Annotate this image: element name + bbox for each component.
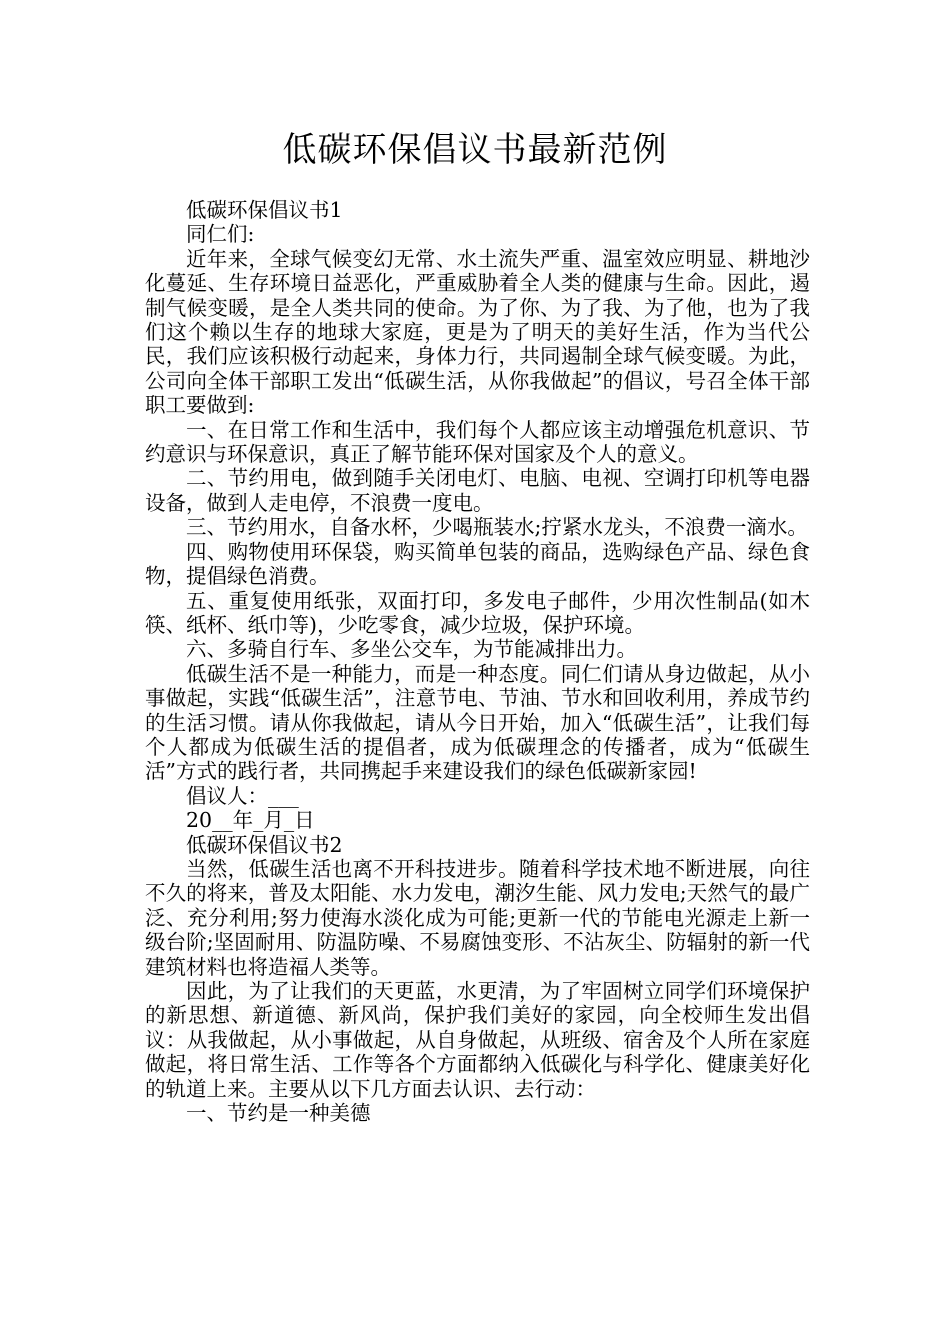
paragraph-item-2: 二、节约用电，做到随手关闭电灯、电脑、电视、空调打印机等电器设备，做到人走电停，不浪费一度电。 <box>145 466 810 515</box>
paragraph-item-4: 四、购物使用环保袋，购买简单包装的商品，选购绿色产品、绿色食物，提倡绿色消费。 <box>145 539 810 589</box>
section-heading-2: 低碳环保倡议书2 <box>186 832 343 857</box>
date-line: 20__年_月_日 <box>186 808 315 833</box>
paragraph-subheading-1: 一、节约是一种美德 <box>186 1101 371 1126</box>
signature-line: 倡议人：___ <box>186 783 299 808</box>
paragraph-item-3: 三、节约用水，自备水杯，少喝瓶装水;拧紧水龙头，不浪费一滴水。 <box>186 515 808 540</box>
paragraph-conclusion: 低碳生活不是一种能力，而是一种态度。同仁们请从身边做起，从小事做起，实践“低碳生活”，注意节电、节油、节水和回收利用，养成节约的生活习惯。请从你我做起，请从今日开始，加入“低碳生活”，让我们每个人都成为低碳生活的提倡者，成为低碳理念的传播者，成为“低碳生活”方式的践行者，共同携起手来建设我们的绿色低碳新家园! <box>145 661 810 784</box>
paragraph-intro: 近年来，全球气候变幻无常、水土流失严重、温室效应明显、耕地沙化蔓延、生存环境日益恶化，严重威胁着全人类的健康与生命。因此，遏制气候变暖，是全人类共同的使命。为了你、为了我、为了他，也为了我们这个赖以生存的地球大家庭，更是为了明天的美好生活，作为当代公民，我们应该积极行动起来，身体力行，共同遏制全球气候变暖。为此，公司向全体干部职工发出“低碳生活，从你我做起”的倡议，号召全体干部职工要做到: <box>145 246 810 418</box>
document-title: 低碳环保倡议书最新范例 <box>282 130 668 170</box>
paragraph-item-5: 五、重复使用纸张，双面打印，多发电子邮件，少用次性制品(如木筷、纸杯、纸巾等)，少吃零食，减少垃圾，保护环境。 <box>145 588 810 637</box>
section-heading-1: 低碳环保倡议书1 <box>186 198 343 222</box>
salutation: 同仁们: <box>186 222 255 247</box>
document-body <box>145 198 810 1125</box>
paragraph-item-1: 一、在日常工作和生活中，我们每个人都应该主动增强危机意识、节约意识与环保意识，真正了解节能环保对国家及个人的意义。 <box>145 417 810 467</box>
paragraph-proposal: 因此，为了让我们的天更蓝，水更清，为了牢固树立同学们环境保护的新思想、新道德、新风尚，保护我们美好的家园，向全校师生发出倡议：从我做起，从小事做起，从自身做起，从班级、宿舍及个人所在家庭做起，将日常生活、工作等各个方面都纳入低碳化与科学化、健康美好化的轨道上来。主要从以下几方面去认识、去行动： <box>145 979 810 1101</box>
paragraph-technology: 当然，低碳生活也离不开科技进步。随着科学技术地不断进展，向往不久的将来，普及太阳能、水力发电，潮汐生能、风力发电;天然气的最广泛、充分利用;努力使海水淡化成为可能;更新一代的节能电光源走上新一级台阶;坚固耐用、防温防噪、不易腐蚀变形、不沾灰尘、防辐射的新一代建筑材料也将造福人类等。 <box>145 856 810 979</box>
paragraph-item-6: 六、多骑自行车、多坐公交车，为节能减排出力。 <box>186 637 637 662</box>
